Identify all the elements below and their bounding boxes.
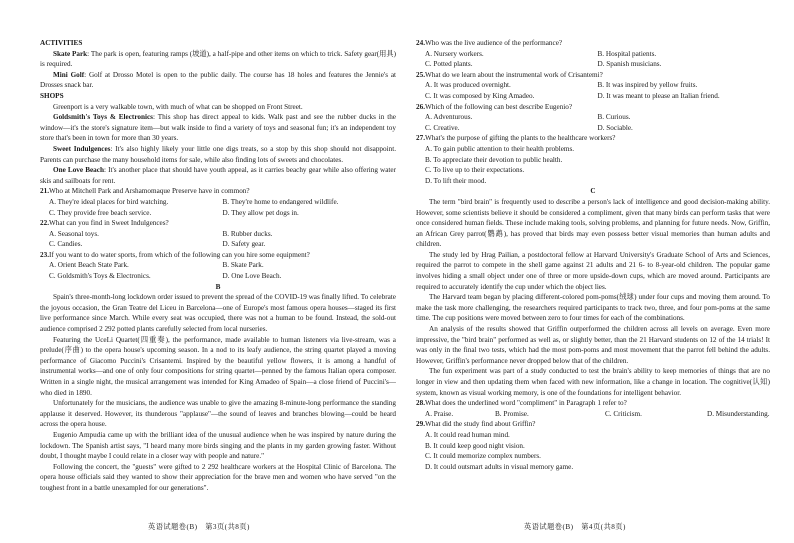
options-22-row2: C. Candies. D. Safety gear.	[49, 240, 266, 249]
options-22-row1: A. Seasonal toys. B. Rubber ducks.	[49, 229, 273, 238]
passage-b-paragraph: Spain's three-month-long lockdown order issued to prevent the spread of the COVID-19 was finally lifted. To celebrate the joyous occasion, the Gran Teatre del Liceu in Barcelona—one of Europe's most famous opera houses—staged its first live performance since March. While every seat was occupied, there was not a human to be found. Instead, the sold-out audience comprised 2 292 potted plants carefully selected from local nurseries.	[40, 293, 396, 334]
options-25-row1: A. It was produced overnight. B. It was inspired by yellow fruits.	[425, 81, 698, 90]
question-24: 24.Who was the live audience of the performance?	[416, 39, 563, 47]
shop-sweet-indulgences: Sweet Indulgences: It's also highly likely your little one digs treats, so a stop by this shop should not disappoint. Parents can purchase the many household items for sale, while also finding lots of sweets and chocolates.	[40, 144, 396, 164]
options-26-row1: A. Adventurous. B. Curious.	[425, 113, 631, 122]
shops-intro: Greenport is a very walkable town, with much of what can be shopped on Front Street.	[53, 102, 303, 111]
options-25-row2: C. It was composed by King Amadeo. D. It was meant to please an Italian friend.	[425, 91, 720, 100]
left-column	[40, 38, 396, 494]
option-29-d: D. It could outsmart adults in visual memory game.	[425, 462, 574, 471]
options-26-row2: C. Creative. D. Sociable.	[425, 123, 633, 132]
question-29: 29.What did the study find about Griffin?	[416, 420, 536, 429]
option-27-c: C. To live up to their expectations.	[425, 166, 525, 175]
options-21-row1: A. They're ideal places for bird watching. B. They're home to endangered wildlife.	[49, 197, 339, 206]
options-21-row2: C. They provide free beach service. D. They allow pet dogs in.	[49, 208, 299, 217]
passage-b-paragraph: Following the concert, the "guests" were gifted to 2 292 healthcare workers at the Hospital Clinic of Barcelona. The opera house officials said they wanted to show their appreciation for the brave men and women who have served "on the toughest front in a battle unexampled for our generations".	[40, 462, 396, 492]
shop-goldsmiths: Goldsmith's Toys & Electronics: This shop has direct appeal to kids. Walk past and see the rubber ducks in the window—it's the store's signature item—but walk inside to find a variety of toys and seasonal fun; it's an independent toy store that's been in town for more than 30 years.	[40, 113, 396, 143]
passage-c-paragraph: The Harvard team began by placing different-colored pom-poms(绒球) under four cups and moving them around. To make the task more challenging, the researchers required participants to track two, three, and four pom-poms at the same time. The cup positions were moved between zero to four times for each of the combinations.	[416, 293, 770, 323]
options-23-row1: A. Orient Beach State Park. B. Skate Park.	[49, 261, 264, 270]
option-27-b: B. To appreciate their devotion to public health.	[425, 155, 563, 164]
activity-mini-golf: Mini Golf: Golf at Drosso Motel is open to the public daily. The course has 18 holes and features the Jennie's at Drosses snack bar.	[40, 70, 397, 90]
options-23-row2: C. Goldsmith's Toys & Electronics. D. One Love Beach.	[49, 272, 282, 281]
passage-b-paragraph: Eugenio Ampudia came up with the brilliant idea of the unusual audience when he was inspired by nature during the lockdown. The Spanish artist says, "I heard many more birds singing and the plants in my garden growing faster. Without doubt, I thought maybe I could relate in a closer way with people and nature."	[40, 430, 396, 461]
question-25: 25.What do we learn about the instrumental work of Crisantemi?	[416, 70, 603, 79]
option-29-c: C. It could memorize complex numbers.	[425, 452, 541, 461]
passage-b-paragraph: Unfortunately for the musicians, the audience was unable to give the amazing 8-minute-long performance the standing applause it deserved. However, its thunderous "applause"—the sound of leaves and branches blowing—could be heard across the opera house.	[40, 399, 396, 429]
passage-c-paragraph: The term "bird brain" is frequently used to describe a person's lack of intelligence and good decision-making ability. However, some scientists believe it should be considered a compliment, given that many birds can perform tasks that were once considered human fields. These include making tools, solving problems, and planning for future needs. Now, Griffin, an African Grey parrot(鹦鹉), has proved that birds may even possess better visual memories than human adults and children.	[416, 197, 770, 249]
activity-skate-park: Skate Park: The park is open, featuring ramps (坡道), a half-pipe and other items on which to trick. Safety gear(用具) is required.	[40, 49, 396, 69]
passage-b-paragraph: Featuring the UceLi Quartet(四重奏), the performance, made available to human listeners via live-stream, was a prelude(序曲) to the opera house's upcoming season. In a nod to its leafy audience, the string quartet played a moving performance of Giacomo Puccini's Crisantemi. Inspired by the beautiful yellow flowers, it is among a handful of instrumental works—and one of only four compositions for string quartet—penned by the famous Italian opera composer. Written in a single night, the musical arrangement was intended for King Amadeo of Spain—a close friend of Puccini's—who died in 1890.	[40, 335, 396, 397]
question-27: 27.What's the purpose of gifting the plants to the healthcare workers?	[416, 134, 616, 143]
activities-heading: ACTIVITIES	[40, 39, 83, 47]
shop-one-love-beach: One Love Beach: It's another place that should have youth appeal, as it carries beachy gear while also offering water skis and sailboats for rent.	[40, 166, 397, 185]
option-29-a: A. It could read human mind.	[425, 430, 510, 439]
right-column	[416, 38, 770, 472]
page-footer-right: 英语试题卷(B) 第4页(共8页)	[524, 523, 626, 531]
passage-c-paragraph: The study led by Hrag Pailian, a postdoctoral fellow at Harvard University's Graduate School of Arts and Sciences, required the parrot to compete in the shell game against 21 adults and 21 6- to 8-year-old children. The popular game involves hiding a small object under one of three or more upside-down cups, which are moved around. Participants are required to accurately identify the cup under which the object lies.	[416, 250, 770, 291]
passage-c-paragraph: An analysis of the results showed that Griffin outperformed the children across all levels on average. Even more impressive, the "bird brain" performed as well as, or slightly better, than the 21 Harvard students on 12 of the 14 trials! It was only in the final two tests, which had the most pom-poms and most movement that the parrot fell behind the adults. However, Griffin's performance never dropped below that of the children.	[416, 325, 770, 365]
option-29-b: B. It could keep good night vision.	[425, 441, 525, 450]
question-26: 26.Which of the following can best describe Eugenio?	[416, 102, 573, 111]
options-24-row1: A. Nursery workers. B. Hospital patients.	[425, 49, 657, 58]
question-22: 22.What can you find in Sweet Indulgences?	[40, 219, 169, 228]
option-27-a: A. To gain public attention to their health problems.	[425, 144, 575, 153]
page-footer-left: 英语试题卷(B) 第3页(共8页)	[148, 523, 250, 531]
question-21: 21.Who at Mitchell Park and Arshamomaque Preserve have in common?	[40, 187, 250, 196]
question-23: 23.If you want to do water sports, from which of the following can you hire some equipment?	[40, 250, 310, 259]
section-c-heading: C	[590, 187, 596, 196]
question-28: 28.What does the underlined word "compliment" in Paragraph 1 refer to?	[416, 399, 627, 408]
options-28: A. Praise. B. Promise. C. Criticism. D. Misunderstanding.	[425, 409, 770, 418]
section-b-heading: B	[215, 282, 221, 291]
options-24-row2: C. Potted plants. D. Spanish musicians.	[425, 60, 662, 69]
option-27-d: D. To lift their mood.	[425, 176, 487, 185]
passage-c-paragraph: The fun experiment was part of a study conducted to test the brain's ability to keep memories of things that are no longer in view and then updating them when faced with new information, like a change in location. The cognitive(认知) system, known as visual working memory, is one of the foundations for intelligent behavior.	[416, 367, 770, 397]
shops-heading: SHOPS	[40, 91, 64, 100]
